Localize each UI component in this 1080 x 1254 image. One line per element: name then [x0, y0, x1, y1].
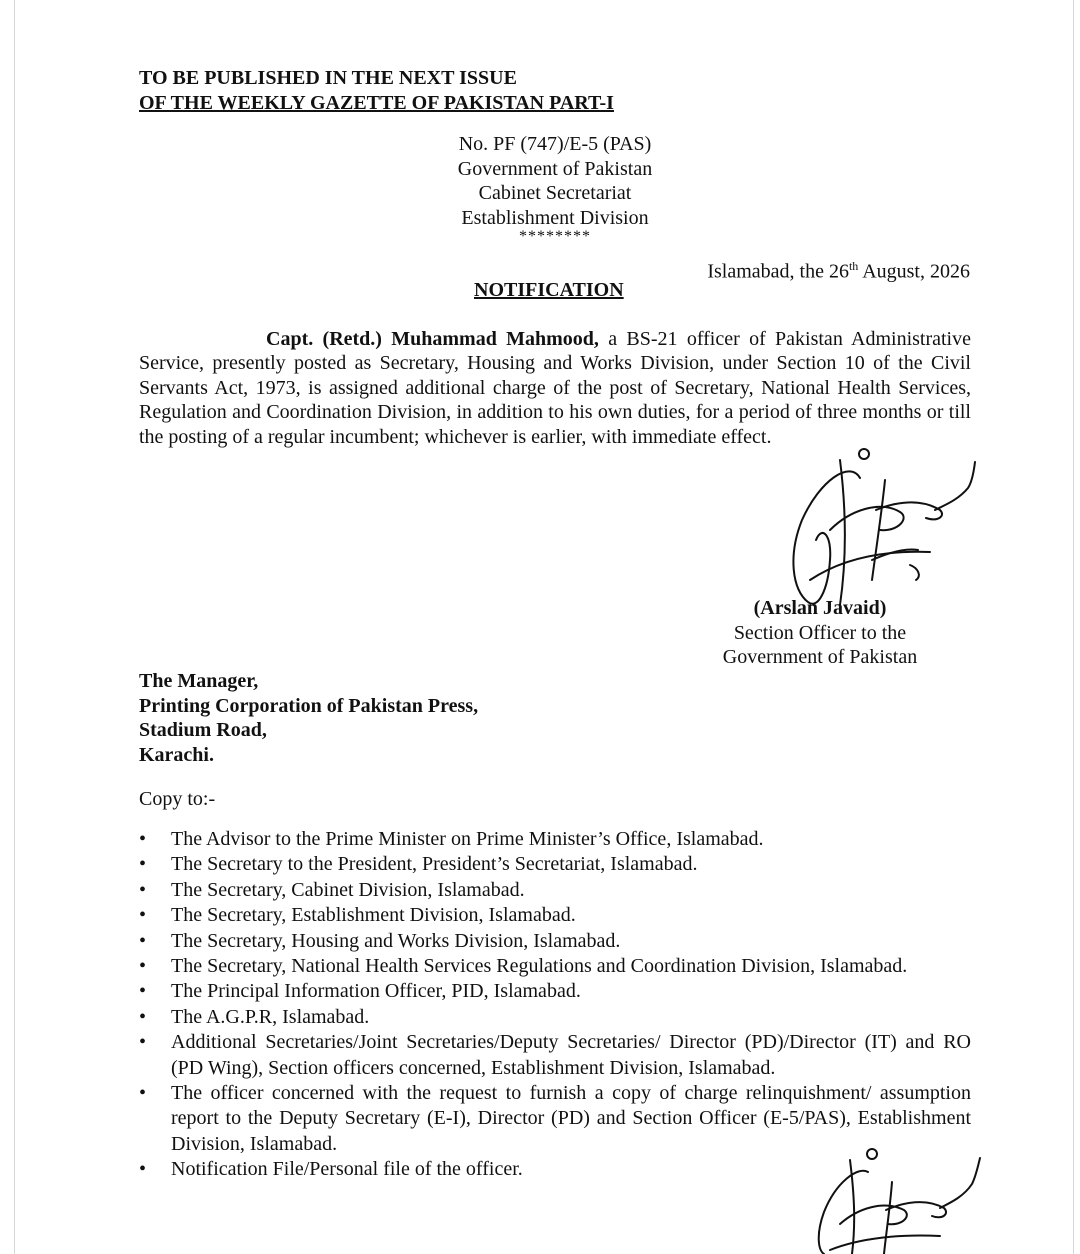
list-item-text: The A.G.P.R, Islamabad.	[171, 1005, 370, 1028]
list-item-text: The Secretary, Establishment Division, Islamabad.	[171, 904, 576, 927]
gazette-heading	[139, 66, 614, 116]
bullet-icon: •	[139, 878, 147, 901]
bullet-icon: •	[139, 1082, 147, 1105]
officer-name: Capt. (Retd.) Muhammad Mahmood,	[266, 328, 599, 350]
secretariat-name: Cabinet Secretariat	[478, 182, 632, 204]
signatory-block	[700, 596, 940, 670]
bullet-icon: •	[139, 955, 147, 978]
government-name: Government of Pakistan	[457, 157, 653, 180]
list-item-text: The Secretary, National Health Services Regulations and Coordination Division, Islamabad.	[171, 955, 908, 978]
bullet-icon: •	[139, 1031, 147, 1054]
list-item	[139, 954, 971, 979]
list-item-text: Notification File/Personal file of the officer.	[171, 1158, 523, 1181]
separator-stars: ********	[519, 228, 591, 245]
recipient-address	[139, 669, 478, 767]
signatory-title-2: Government of Pakistan	[722, 646, 918, 669]
reference-block	[430, 132, 680, 244]
list-item-text: The Advisor to the Prime Minister on Prime Minister’s Office, Islamabad.	[171, 828, 764, 850]
address-line-1: The Manager,	[139, 670, 259, 692]
page-edge-left	[14, 0, 15, 1254]
reference-number: No. PF (747)/E-5 (PAS)	[458, 133, 652, 155]
list-item	[139, 878, 971, 903]
list-item-text: The Secretary to the President, President’s Secretariat, Islamabad.	[171, 853, 698, 876]
bullet-icon: •	[139, 980, 147, 1003]
bullet-icon: •	[139, 929, 147, 952]
list-item	[139, 827, 971, 852]
initials-mark	[800, 1142, 1000, 1254]
bullet-icon: •	[139, 904, 147, 927]
bullet-icon: •	[139, 1005, 147, 1028]
gazette-line-1: TO BE PUBLISHED IN THE NEXT ISSUE	[139, 67, 517, 89]
list-item	[139, 852, 971, 877]
page-edge-right	[1073, 0, 1074, 1254]
division-name: Establishment Division	[461, 206, 649, 229]
signatory-name: (Arslan Javaid)	[753, 597, 887, 619]
list-item-text: Additional Secretaries/Joint Secretaries/Deputy Secretaries/ Director (PD)/Director (IT) and RO (PD Wing), Section officers concerned, Establishment Division, Islamabad.	[171, 1031, 971, 1079]
signatory-title-1: Section Officer to the	[733, 621, 907, 644]
address-line-3: Stadium Road,	[139, 719, 267, 741]
list-item	[139, 903, 971, 928]
bullet-icon: •	[139, 1158, 147, 1181]
issue-date	[707, 253, 970, 285]
notification-title: NOTIFICATION	[474, 279, 624, 301]
list-item	[139, 1030, 971, 1081]
date-prefix: Islamabad, the 26	[707, 260, 849, 283]
copy-to-list	[139, 827, 971, 1183]
list-item-text: The Principal Information Officer, PID, Islamabad.	[171, 980, 581, 1003]
notification-text: a BS-21 officer of Pakistan Administrative Service, presently posted as Secretary, Housing and Works Division, under Section 10 of the Civil Servants Act, 1973, is assigned additional charge of the post of Secretary, National Health Services, Regulation and Coordination Division, in addition to his own duties, for a period of three months or till the posting of a regular incumbent; whichever is earlier, with immediate effect.	[139, 328, 971, 448]
copy-to-label: Copy to:-	[139, 788, 216, 810]
list-item	[139, 1005, 971, 1030]
gazette-line-2: OF THE WEEKLY GAZETTE OF PAKISTAN PART-I	[139, 92, 614, 114]
date-rest: August, 2026	[858, 260, 970, 283]
list-item	[139, 929, 971, 954]
list-item-text: The Secretary, Housing and Works Division, Islamabad.	[171, 929, 621, 952]
notification-body	[139, 327, 971, 449]
signature-mark	[780, 440, 1000, 620]
date-suffix: th	[848, 259, 859, 273]
list-item-text: The Secretary, Cabinet Division, Islamabad.	[171, 878, 525, 901]
address-line-2: Printing Corporation of Pakistan Press,	[139, 694, 479, 717]
bullet-icon: •	[139, 828, 147, 850]
list-item-text: The officer concerned with the request to furnish a copy of charge relinquishment/ assumption report to the Deputy Secretary (E-I), Director (PD) and Section Officer (E-5/PAS), Establishment Division, Islamabad.	[171, 1082, 971, 1155]
bullet-icon: •	[139, 853, 147, 876]
list-item	[139, 979, 971, 1004]
address-line-4: Karachi.	[139, 743, 214, 766]
